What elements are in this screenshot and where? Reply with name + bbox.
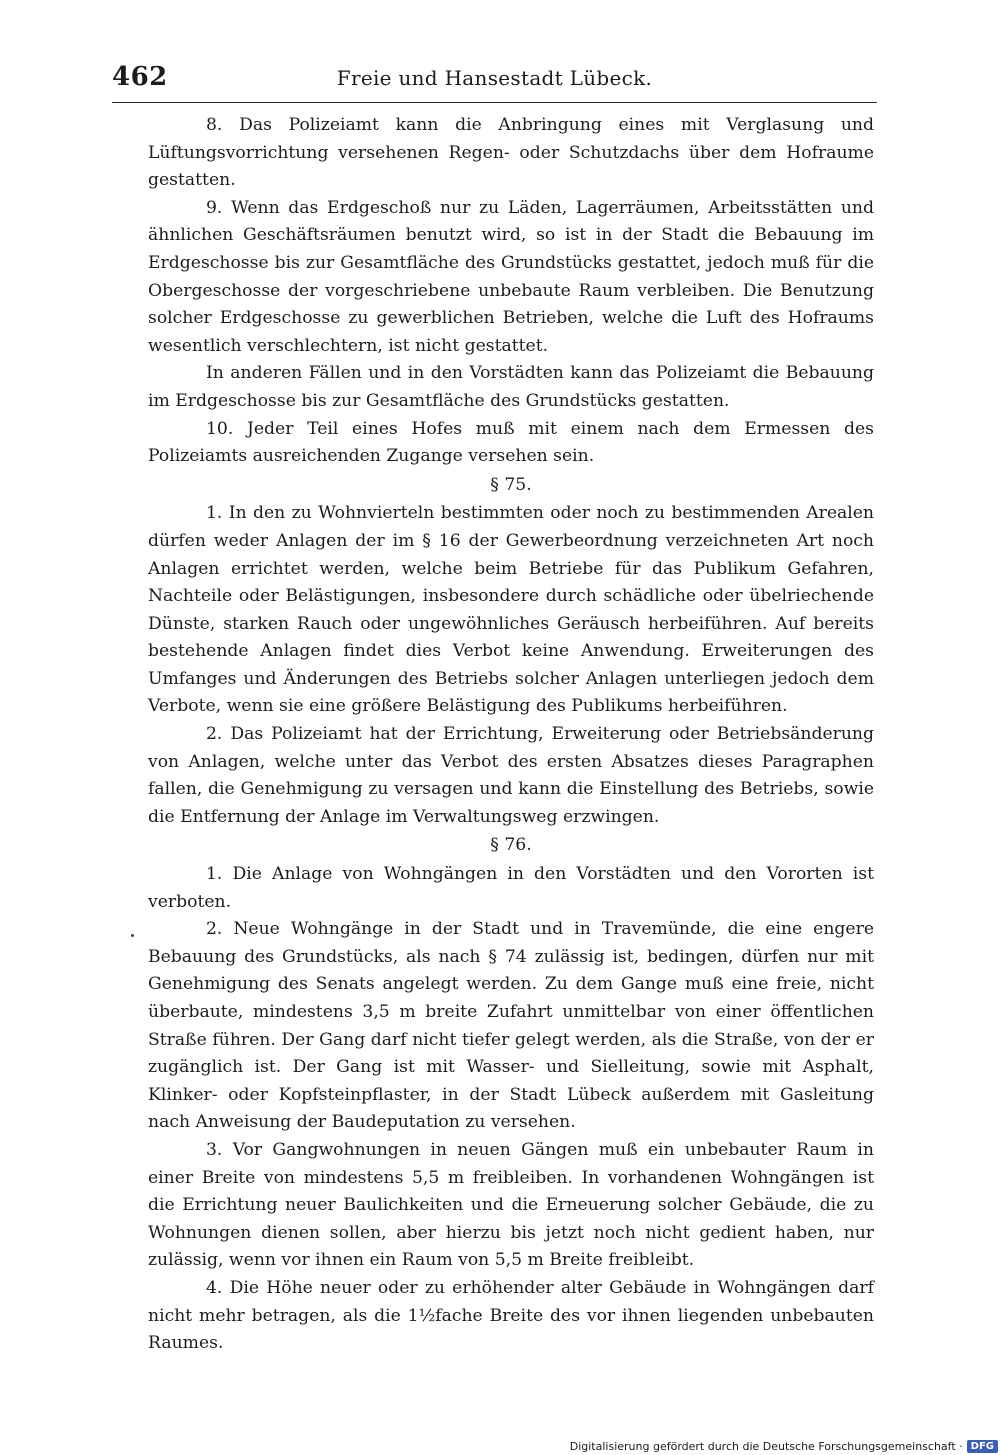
section-heading: § 75. — [490, 474, 532, 495]
credit-text: Digitalisierung gefördert durch die Deutsche Forschungsgemeinschaft · — [569, 1439, 963, 1453]
paragraph: 3. Vor Gangwohnungen in neuen Gängen muß ein unbebauter Raum in einer Breite von mindestens 5,5 m freibleiben. In vorhandenen Wohngängen ist die Errichtung neuer Baulichkeiten und die Erneuerung solcher Gebäude, die zu Wohnungen dienen sollen, aber hierzu bis jetzt noch nicht gedient haben, nur zulässig, wenn vor ihnen ein Raum von 5,5 m Breite freibleibt. — [148, 1139, 874, 1271]
page-header — [112, 60, 877, 100]
running-title: Freie und Hansestadt Lübeck. — [336, 66, 653, 90]
section-heading: § 76. — [490, 835, 532, 856]
paragraph: 1. Die Anlage von Wohngängen in den Vorstädten und den Vororten ist verboten. — [148, 864, 874, 912]
paragraph: 1. In den zu Wohnvierteln bestimmten oder noch zu bestimmenden Arealen dürfen weder Anlagen der im § 16 der Gewerbeordnung verzeichneten Art noch Anlagen errichtet werden, welche beim Betriebe für das Publikum Gefahren, Nachteile oder Belästigungen, insbesondere durch schädliche oder übelriechende Dünste, starken Rauch oder ungewöhnliches Geräusch herbeiführen. Auf bereits bestehende Anlagen findet dies Verbot keine Anwendung. Erweiterungen des Umfanges und Änderungen des Betriebs solcher Anlagen unterliegen jedoch dem Verbote, wenn sie eine größere Belästigung des Publikums herbeiführen. — [148, 503, 874, 717]
header-rule — [112, 102, 877, 103]
paragraph: 9. Wenn das Erdgeschoß nur zu Läden, Lagerräumen, Arbeitsstätten und ähnlichen Geschäftsräumen benutzt wird, so ist in der Stadt die Bebauung im Erdgeschosse bis zur Gesamtfläche des Grundstücks gestattet, jedoch muß für die Obergeschosse der vorgeschriebene unbebaute Raum verbleiben. Die Benutzung solcher Erdgeschosse zu gewerblichen Betrieben, welche die Luft des Hofraums wesentlich verschlechtern, ist nicht gestattet. — [148, 197, 874, 356]
body-text — [148, 112, 874, 1358]
dfg-logo: DFG — [967, 1440, 998, 1453]
paragraph: 8. Das Polizeiamt kann die Anbringung eines mit Verglasung und Lüftungsvorrichtung versehenen Regen- oder Schutzdachs über dem Hofraume gestatten. — [148, 115, 874, 191]
margin-speck — [131, 934, 134, 937]
paragraph: 2. Neue Wohngänge in der Stadt und in Travemünde, die eine engere Bebauung des Grundstücks, als nach § 74 zulässig ist, bedingen, dürfen nur mit Genehmigung des Senats angelegt werden. Zu dem Gange muß eine freie, nicht überbaute, mindestens 3,5 m breite Zufahrt unmittelbar von einer öffentlichen Straße führen. Der Gang darf nicht tiefer gelegt werden, als die Straße, von der er zugänglich ist. Der Gang ist mit Wasser- und Sielleitung, sowie mit Asphalt, Klinker- oder Kopfsteinpflaster, in der Stadt Lübeck außerdem mit Gasleitung nach Anweisung der Baudeputation zu versehen. — [148, 919, 874, 1133]
paragraph: 10. Jeder Teil eines Hofes muß mit einem nach dem Ermessen des Polizeiamts ausreichenden Zugange versehen sein. — [148, 418, 874, 467]
paragraph: In anderen Fällen und in den Vorstädten kann das Polizeiamt die Bebauung im Erdgeschosse bis zur Gesamtfläche des Grundstücks gestatten. — [148, 363, 874, 411]
digitization-credit — [564, 1437, 1000, 1455]
paragraph: 4. Die Höhe neuer oder zu erhöhender alter Gebäude in Wohngängen darf nicht mehr betragen, als die 1½fache Breite des vor ihnen liegenden unbebauten Raumes. — [148, 1277, 874, 1354]
page-number: 462 — [112, 62, 168, 92]
paragraph: 2. Das Polizeiamt hat der Errichtung, Erweiterung oder Betriebsänderung von Anlagen, welche unter das Verbot des ersten Absatzes dieses Paragraphen fallen, die Genehmigung zu versagen und kann die Einstellung des Betriebs, sowie die Entfernung der Anlage im Verwaltungsweg erzwingen. — [148, 724, 874, 827]
